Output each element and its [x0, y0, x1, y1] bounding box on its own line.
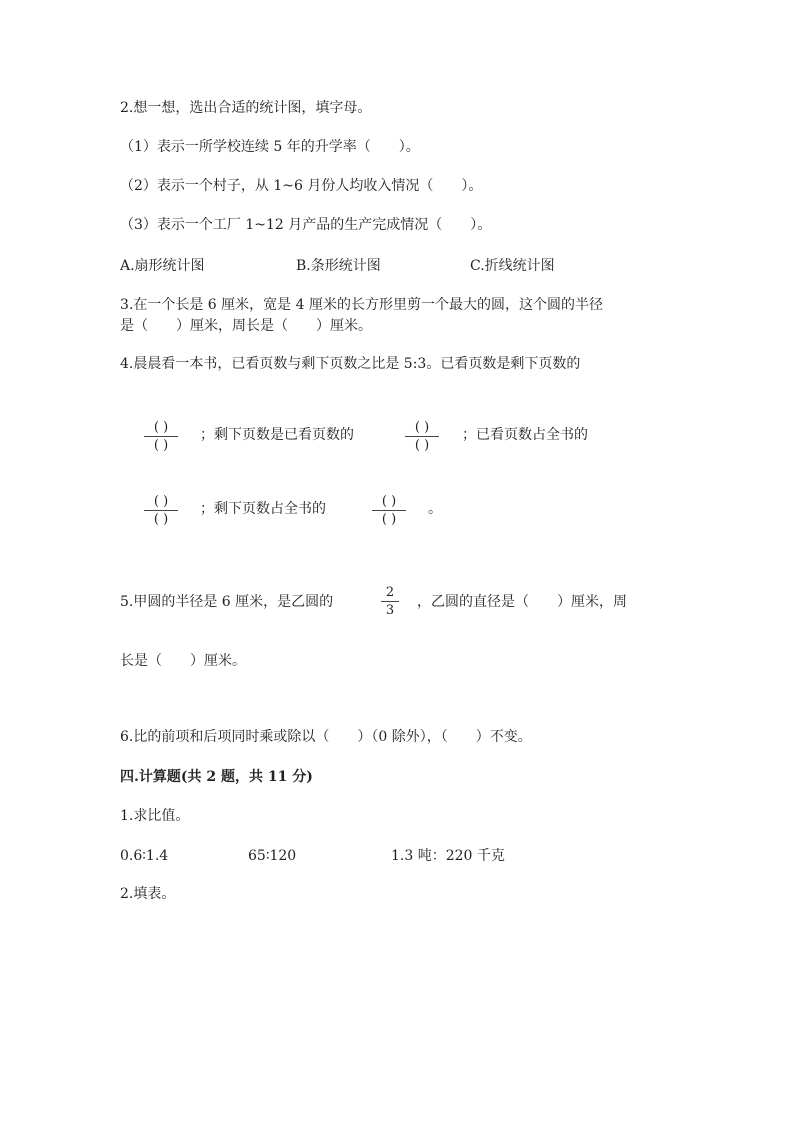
- q5-line-2: 长是（ ）厘米。: [120, 653, 246, 669]
- q5-part-2: ，乙圆的直径是（ ）厘米，周: [417, 594, 627, 610]
- fraction-denominator-blank: ( ): [414, 438, 430, 453]
- q3-line-1: 3.在一个长是 6 厘米，宽是 4 厘米的长方形里剪一个最大的圆，这个圆的半径: [120, 297, 603, 313]
- ratio-item-2: 65∶120: [248, 848, 297, 864]
- fraction-numerator: 2: [385, 585, 395, 600]
- q2-item-3: （3）表示一个工厂 1~12 月产品的生产完成情况（ ）。: [120, 217, 492, 233]
- q2-option-c: C.折线统计图: [470, 258, 555, 274]
- q2-option-a: A.扇形统计图: [120, 258, 205, 274]
- q4-fraction-blank-1: [144, 420, 178, 453]
- fraction-denominator-blank: ( ): [153, 438, 169, 453]
- fraction-numerator-blank: ( ): [381, 494, 397, 509]
- q4-end-mark: 。: [428, 501, 442, 517]
- q4-text-b: ；已看页数占全书的: [462, 427, 588, 443]
- q4-text-c: ；剩下页数占全书的: [200, 501, 326, 517]
- q5-part-1: 5.甲圆的半径是 6 厘米，是乙圆的: [120, 594, 334, 610]
- fraction-bar: [144, 436, 178, 437]
- calc-q1-title: 1.求比值。: [120, 808, 190, 824]
- fraction-numerator-blank: ( ): [153, 494, 169, 509]
- fraction-bar: [405, 436, 439, 437]
- q2-option-b: B.条形统计图: [296, 258, 381, 274]
- q2-item-1: （1）表示一所学校连续 5 年的升学率（ ）。: [120, 139, 420, 155]
- q4-fraction-blank-3: [144, 494, 178, 527]
- fraction-numerator-blank: ( ): [153, 420, 169, 435]
- section-4-heading: 四.计算题(共 2 题，共 11 分): [120, 769, 313, 785]
- fraction-denominator-blank: ( ): [381, 512, 397, 527]
- q4-fraction-blank-4: [372, 494, 406, 527]
- calc-q2-title: 2.填表。: [120, 886, 176, 902]
- fraction-numerator-blank: ( ): [414, 420, 430, 435]
- ratio-item-3: 1.3 吨：220 千克: [391, 848, 505, 864]
- fraction-bar: [381, 601, 399, 602]
- q4-text-a: ；剩下页数是已看页数的: [200, 427, 354, 443]
- q2-title: 2.想一想，选出合适的统计图，填字母。: [120, 100, 372, 116]
- q3-line-2: 是（ ）厘米，周长是（ ）厘米。: [120, 318, 372, 334]
- ratio-item-1: 0.6∶1.4: [120, 848, 169, 864]
- q5-fraction: [381, 585, 399, 618]
- q2-item-2: （2）表示一个村子，从 1~6 月份人均收入情况（ ）。: [120, 178, 483, 194]
- fraction-denominator-blank: ( ): [153, 512, 169, 527]
- fraction-bar: [372, 510, 406, 511]
- q4-fraction-blank-2: [405, 420, 439, 453]
- q4-line-1: 4.晨晨看一本书，已看页数与剩下页数之比是 5:3。已看页数是剩下页数的: [120, 356, 581, 372]
- fraction-bar: [144, 510, 178, 511]
- fraction-denominator: 3: [385, 603, 395, 618]
- q6-text: 6.比的前项和后项同时乘或除以（ ）（0 除外），（ ）不变。: [120, 729, 532, 745]
